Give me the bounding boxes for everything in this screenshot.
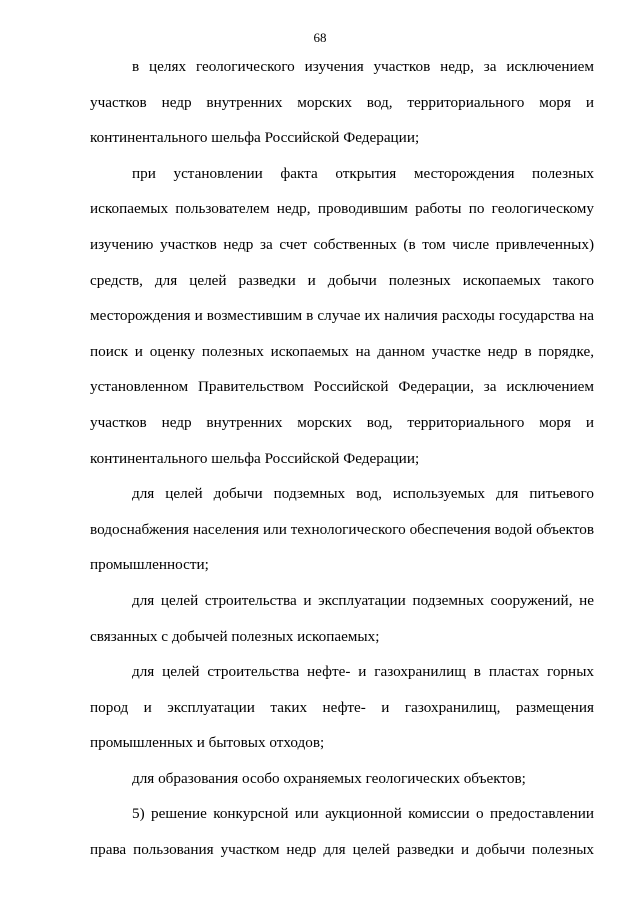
paragraph-groundwater — [90, 476, 594, 583]
text-line: континентального шельфа Российской Федерации; — [90, 129, 420, 147]
text-line: изучению участков недр за счет собственных (в том числе привлеченных) — [90, 235, 594, 253]
page-number: 68 — [313, 30, 327, 45]
document-body — [90, 49, 594, 868]
text-line: водоснабжения населения или технологического обеспечения водой объектов — [90, 520, 594, 538]
text-line: для целей строительства и эксплуатации подземных сооружений, не — [132, 591, 594, 609]
text-line: пород и эксплуатации таких нефте- и газохранилищ, размещения — [90, 698, 594, 716]
paragraph-geological-study — [90, 49, 594, 156]
paragraph-deposit-discovery — [90, 156, 594, 476]
text-line: промышленности; — [90, 556, 209, 574]
text-line: промышленных и бытовых отходов; — [90, 734, 325, 752]
text-line: континентального шельфа Российской Федерации; — [90, 449, 420, 467]
text-line: права пользования участком недр для целей разведки и добычи полезных — [90, 841, 594, 859]
text-line: связанных с добычей полезных ископаемых; — [90, 627, 380, 645]
text-line: в целях геологического изучения участков недр, за исключением — [132, 58, 594, 75]
text-line: участков недр внутренних морских вод, территориального моря и — [90, 413, 594, 431]
text-line: 5) решение конкурсной или аукционной комиссии о предоставлении — [132, 805, 594, 823]
text-line: при установлении факта открытия месторождения полезных — [132, 164, 594, 182]
text-line: установленном Правительством Российской Федерации, за исключением — [90, 378, 594, 396]
paragraph-underground-structures — [90, 583, 594, 654]
text-line: для целей строительства нефте- и газохранилищ в пластах горных — [132, 663, 594, 681]
paragraph-protected-objects — [90, 761, 594, 797]
paragraph-commission-decision — [90, 796, 594, 867]
text-line: для целей добычи подземных вод, используемых для питьевого — [132, 485, 594, 503]
text-line: месторождения и возместившим в случае их наличия расходы государства на — [90, 307, 594, 325]
text-line: для образования особо охраняемых геологических объектов; — [132, 769, 526, 787]
text-line: средств, для целей разведки и добычи полезных ископаемых такого — [90, 271, 594, 289]
paragraph-storage-facilities — [90, 654, 594, 761]
text-line: ископаемых пользователем недр, проводившим работы по геологическому — [90, 200, 594, 218]
text-line: участков недр внутренних морских вод, территориального моря и — [90, 93, 594, 111]
text-line: поиск и оценку полезных ископаемых на данном участке недр в порядке, — [90, 342, 594, 360]
